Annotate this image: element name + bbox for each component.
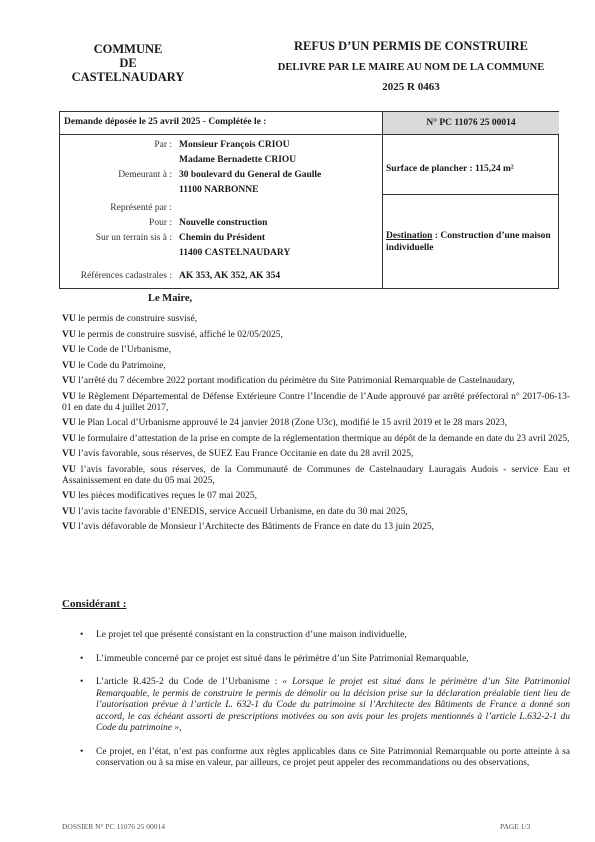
vu-keyword: VU bbox=[62, 391, 76, 402]
vu-keyword: VU bbox=[62, 418, 76, 428]
vu-keyword: VU bbox=[62, 522, 76, 532]
considerant-item bbox=[80, 630, 570, 642]
vu-text: l’arrêté du 7 décembre 2022 portant modification du périmètre du Site Patrimonial Remarquable de Castelnaudary, bbox=[75, 376, 515, 386]
vu-keyword: VU bbox=[62, 464, 76, 475]
document-title-block bbox=[246, 38, 576, 93]
vu-keyword: VU bbox=[62, 449, 76, 459]
vu-text: le permis de construire susvisé, affiché le 02/05/2025, bbox=[75, 329, 283, 340]
address-line-1: 30 boulevard du General de Gaulle bbox=[179, 170, 322, 180]
bullet-icon: • bbox=[80, 677, 84, 687]
vu-item bbox=[62, 465, 570, 487]
vu-keyword: VU bbox=[62, 329, 76, 340]
vu-keyword: VU bbox=[62, 360, 76, 371]
vu-item bbox=[62, 376, 570, 387]
vu-keyword: VU bbox=[62, 491, 76, 501]
vu-text: l’avis défavorable de Monsieur l’Architecte des Bâtiments de France en date du 13 juin 2025, bbox=[75, 522, 434, 532]
considerant-text-end: , bbox=[179, 723, 182, 733]
demeurant-label: Demeurant à : bbox=[118, 170, 172, 180]
vu-text: le formulaire d’attestation de la prise en compte de la réglementation thermique au dépôt de la demande en date du 23 avril 2025, bbox=[75, 433, 570, 444]
vu-list bbox=[62, 314, 570, 538]
considerant-quote: « Lorsque le projet est situé dans le périmètre d’un Site Patrimonial Remarquable, le permis de construire le permis de démolir ou la décision prise sur la déclaration préalable tient lieu de l’autorisation prévue à l’article L. 632-1 du Code du patrimoine si l’Architecte des Bâtiments de France a donné son accord, le cas échéant assorti de prescriptions motivées ou son avis pour les projets mentionnés à l’article L.632-2-1 du Code du patrimoine » bbox=[96, 677, 570, 733]
page-number: PAGE 1/3 bbox=[500, 822, 531, 831]
vu-item bbox=[62, 330, 570, 341]
row-divider bbox=[382, 194, 558, 195]
vu-item bbox=[62, 345, 570, 356]
request-header bbox=[60, 112, 558, 135]
vu-keyword: VU bbox=[62, 506, 76, 517]
bullet-icon: • bbox=[80, 630, 84, 640]
vu-item bbox=[62, 522, 570, 533]
vu-item bbox=[62, 449, 570, 460]
destination-value: : Construction d’une maison individuelle bbox=[386, 231, 551, 253]
destination-label: Destination bbox=[386, 231, 433, 241]
vu-item bbox=[62, 491, 570, 502]
vu-item bbox=[62, 361, 570, 372]
bullet-icon: • bbox=[80, 746, 84, 757]
vu-item bbox=[62, 314, 570, 325]
document-subtitle: DELIVRE PAR LE MAIRE AU NOM DE LA COMMUNE bbox=[277, 62, 545, 73]
vu-text: le Code de l’Urbanisme, bbox=[75, 345, 171, 355]
applicant-1: Monsieur François CRIOU bbox=[179, 140, 290, 150]
vu-keyword: VU bbox=[62, 345, 76, 355]
represente-label: Représenté par : bbox=[110, 203, 172, 213]
vu-keyword: VU bbox=[62, 314, 76, 324]
vu-item bbox=[62, 507, 570, 518]
pour-label: Pour : bbox=[149, 218, 172, 228]
request-info-box bbox=[59, 111, 559, 289]
document-title: REFUS D’UN PERMIS DE CONSTRUIRE bbox=[293, 39, 529, 53]
terrain-label: Sur un terrain sis à : bbox=[95, 233, 172, 243]
par-label: Par : bbox=[154, 140, 172, 150]
cadastral-references: AK 353, AK 352, AK 354 bbox=[179, 271, 281, 281]
vu-text: le Plan Local d’Urbanisme approuvé le 24 janvier 2018 (Zone U3c), modifié le 15 avril 2019 et le 28 mars 2023, bbox=[75, 418, 508, 428]
footer-dossier: DOSSIER N° PC 11076 25 00014 bbox=[62, 822, 165, 831]
address-line-2: 11100 NARBONNE bbox=[179, 185, 259, 195]
considerant-list bbox=[80, 630, 570, 782]
project-type: Nouvelle construction bbox=[179, 218, 268, 228]
terrain-line-2: 11400 CASTELNAUDARY bbox=[179, 248, 291, 258]
vu-text: le Règlement Départemental de Défense Extérieure Contre l’Incendie de l’Aude approuvé par arrêté préfectoral n° 2017-06-13-01 en date du 4 juillet 2017, bbox=[62, 391, 570, 413]
considerant-text: L’immeuble concerné par ce projet est situé dans le périmètre d’un Site Patrimonial Remarquable, bbox=[96, 653, 469, 664]
vu-text: le permis de construire susvisé, bbox=[75, 314, 198, 324]
vu-item bbox=[62, 392, 570, 414]
commune-line: COMMUNE bbox=[93, 42, 163, 56]
vu-item bbox=[62, 418, 570, 429]
considerant-text: Le projet tel que présenté consistant en la construction d’une maison individuelle, bbox=[96, 630, 407, 640]
vu-text: les pièces modificatives reçues le 07 mai 2025, bbox=[75, 491, 257, 501]
considerant-text: L’article R.425-2 du Code de l’Urbanisme : bbox=[96, 677, 283, 687]
surface-plancher: Surface de plancher : 115,24 m² bbox=[386, 164, 514, 174]
applicant-2: Madame Bernadette CRIOU bbox=[179, 155, 297, 165]
considerant-item bbox=[80, 654, 570, 666]
demande-date: Demande déposée le 25 avril 2025 - Complétée le : bbox=[64, 117, 267, 127]
terrain-line-1: Chemin du Président bbox=[179, 233, 266, 243]
considerant-item bbox=[80, 747, 570, 770]
references-label: Références cadastrales : bbox=[80, 271, 172, 281]
destination bbox=[386, 230, 554, 254]
vu-text: l’avis tacite favorable d’ENEDIS, service Accueil Urbanisme, en date du 30 mai 2025, bbox=[75, 506, 408, 517]
vu-text: l’avis favorable, sous réserves, de la Communauté de Communes de Castelnaudary Lauragais Audois - service Eau et Assainissement en date du 05 mai 2025, bbox=[62, 464, 570, 486]
commune-line: CASTELNAUDARY bbox=[71, 70, 185, 84]
arrete-number: 2025 R 0463 bbox=[382, 81, 440, 93]
commune-line: DE bbox=[119, 56, 137, 70]
commune-block bbox=[48, 42, 208, 84]
vu-keyword: VU bbox=[62, 376, 76, 386]
column-divider bbox=[382, 134, 383, 288]
considerant-item bbox=[80, 677, 570, 735]
vu-item bbox=[62, 434, 570, 445]
considerant-text: Ce projet, en l’état, n’est pas conforme aux règles applicables dans ce Site Patrimonial Remarquable ou porte atteinte à sa conservation ou à sa mise en valeur, par ailleurs, ce projet peut appeler des recommandations ou des observations, bbox=[96, 746, 570, 768]
le-maire-heading: Le Maire, bbox=[148, 293, 193, 304]
vu-text: le Code du Patrimoine, bbox=[75, 360, 166, 371]
bullet-icon: • bbox=[80, 653, 84, 664]
dossier-number: N° PC 11076 25 00014 bbox=[382, 112, 559, 134]
vu-keyword: VU bbox=[62, 433, 76, 444]
considerant-heading: Considérant : bbox=[62, 598, 127, 610]
vu-text: l’avis favorable, sous réserves, de SUEZ Eau France Occitanie en date du 28 avril 2025, bbox=[75, 449, 414, 459]
